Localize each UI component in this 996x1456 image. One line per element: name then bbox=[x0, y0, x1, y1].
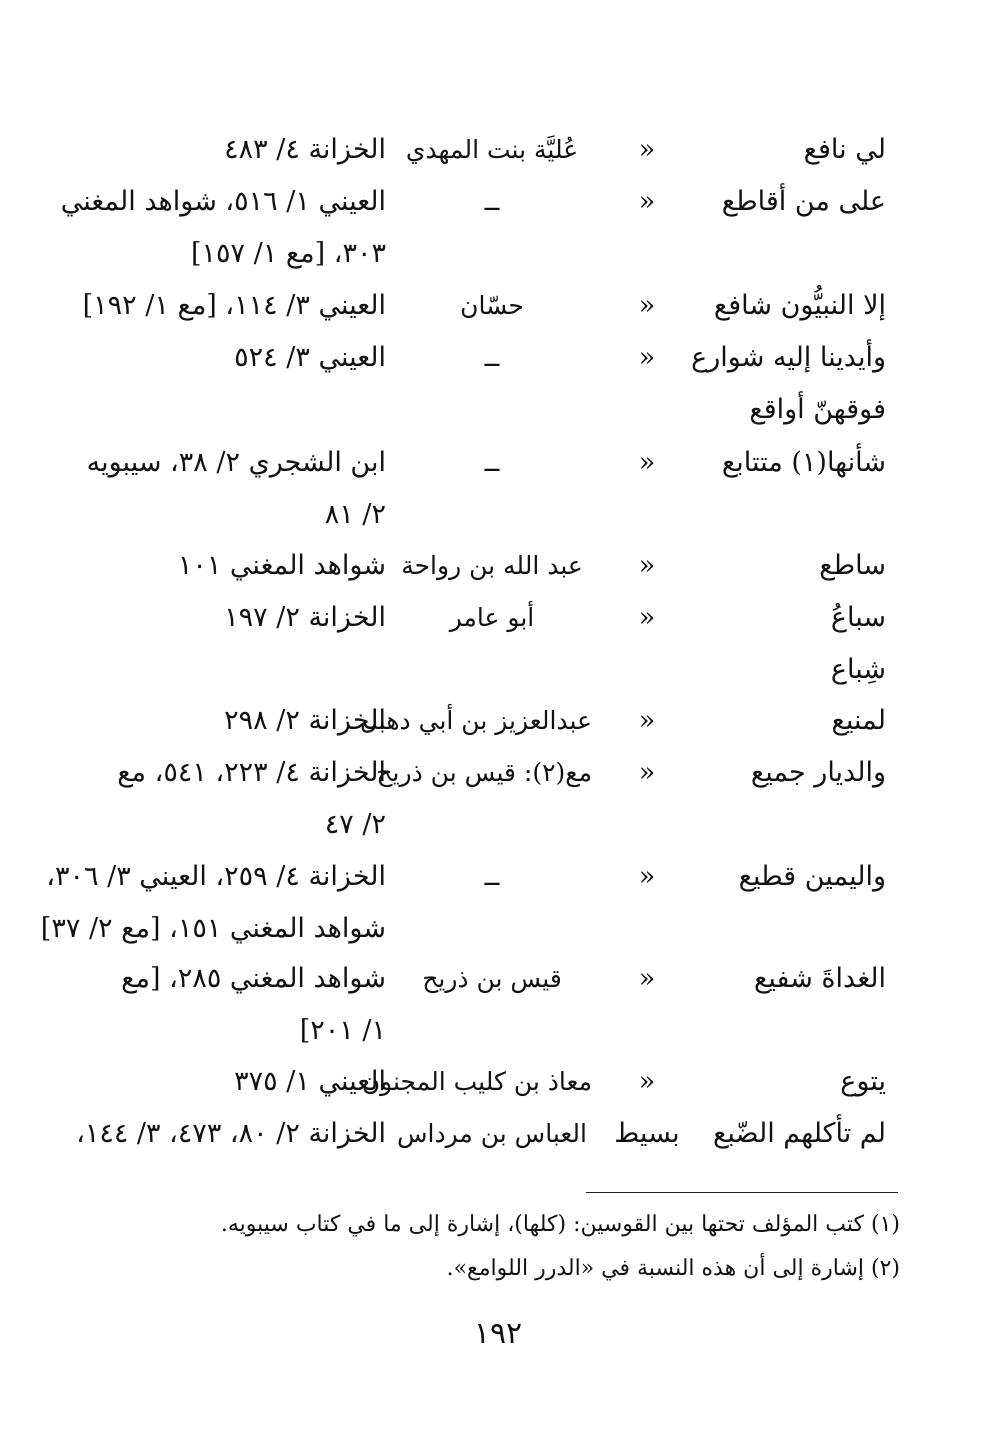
entry-source: العيني ١/ ٣٧٥ bbox=[234, 1066, 386, 1097]
entry-poet: معاذ بن كليب المجنون bbox=[361, 1067, 592, 1096]
entry-meter: « bbox=[638, 447, 656, 478]
entry-source: العيني ٣/ ٥٢٤ bbox=[234, 342, 386, 373]
entry-source-continued: ٢/ ٤٧ bbox=[324, 809, 386, 840]
entry-meter: « bbox=[638, 134, 656, 165]
entry-word: ساطع bbox=[819, 550, 886, 581]
entry-meter: « bbox=[638, 757, 656, 788]
entry-poet: حسّان bbox=[460, 291, 524, 320]
entry-poet: أبو عامر bbox=[449, 603, 535, 632]
entry-continuation bbox=[0, 903, 996, 955]
entry-word: واليمين قطيع bbox=[738, 861, 886, 892]
entry-word: يتوع bbox=[840, 1066, 886, 1097]
entry-row bbox=[0, 280, 996, 332]
entry-meter: « bbox=[638, 290, 656, 321]
entry-source-continued: شواهد المغني ١٥١، [مع ٢/ ٣٧] bbox=[40, 913, 386, 944]
page-number: ١٩٢ bbox=[473, 1316, 523, 1351]
entry-word: شأنها(١) متتابع bbox=[721, 447, 886, 478]
entry-poet: ــ bbox=[484, 343, 500, 372]
entry-source: العيني ١/ ٥١٦، شواهد المغني bbox=[60, 186, 386, 217]
entry-poet: قيس بن ذريح bbox=[422, 964, 562, 993]
entry-source-continued: ١/ ٢٠١] bbox=[299, 1015, 386, 1046]
entry-row bbox=[0, 747, 996, 799]
entry-source: الخزانة ٢/ ٢٩٨ bbox=[224, 705, 386, 736]
entry-meter: « bbox=[638, 602, 656, 633]
entry-meter: « bbox=[638, 186, 656, 217]
entry-word: الغداةَ شفيع bbox=[754, 963, 886, 994]
entry-row bbox=[0, 540, 996, 592]
entry-row bbox=[0, 176, 996, 228]
entry-continuation bbox=[0, 489, 996, 541]
entry-row bbox=[0, 124, 996, 176]
entry-source: العيني ٣/ ١١٤، [مع ١/ ١٩٢] bbox=[82, 290, 386, 321]
entry-poet: مع(٢): قيس بن ذريح bbox=[376, 758, 592, 787]
entry-word: على من أقاطع bbox=[721, 186, 886, 217]
entry-source-continued: ٣٠٣، [مع ١/ ١٥٧] bbox=[190, 238, 386, 269]
entry-meter: « bbox=[638, 342, 656, 373]
entry-poet: عبدالعزيز بن أبي دهبل bbox=[359, 706, 592, 735]
entry-continuation bbox=[0, 228, 996, 280]
entry-source: الخزانة ٤/ ٢٢٣، ٥٤١، مع bbox=[117, 757, 386, 788]
entry-meter: « bbox=[638, 963, 656, 994]
entry-poet: عُليَّة بنت المهدي bbox=[405, 135, 579, 164]
entry-word: والديار جميع bbox=[750, 757, 886, 788]
entry-row bbox=[0, 851, 996, 903]
entry-meter: « bbox=[638, 550, 656, 581]
entry-meter: بسيط bbox=[614, 1118, 680, 1149]
entry-word: شِباع bbox=[830, 654, 886, 685]
entry-row bbox=[0, 644, 996, 696]
entry-poet: ــ bbox=[484, 862, 500, 891]
footnote-divider bbox=[586, 1192, 898, 1193]
entry-word: لي نافع bbox=[803, 134, 886, 165]
entry-row bbox=[0, 953, 996, 1005]
entry-row bbox=[0, 1108, 996, 1160]
entry-word: سباعُ bbox=[830, 602, 886, 633]
entry-word: لمنيع bbox=[831, 705, 886, 736]
entry-poet: ــ bbox=[484, 187, 500, 216]
entry-continuation bbox=[0, 799, 996, 851]
entry-poet: ــ bbox=[484, 448, 500, 477]
entry-row bbox=[0, 437, 996, 489]
entry-source: شواهد المغني ٢٨٥، [مع bbox=[121, 963, 386, 994]
entry-source: ابن الشجري ٢/ ٣٨، سيبويه bbox=[86, 447, 386, 478]
entry-source: الخزانة ٤/ ٤٨٣ bbox=[224, 134, 386, 165]
entry-meter: « bbox=[638, 705, 656, 736]
entry-row bbox=[0, 1056, 996, 1108]
entry-poet: عبد الله بن رواحة bbox=[401, 551, 583, 580]
entry-source: شواهد المغني ١٠١ bbox=[177, 550, 386, 581]
footnote-2: (٢) إشارة إلى أن هذه النسبة في «الدرر اللوامع». bbox=[446, 1256, 900, 1281]
entry-meter: « bbox=[638, 1066, 656, 1097]
entry-source-continued: ٢/ ٨١ bbox=[324, 499, 386, 530]
entry-word: لم تأكلهم الضّبع bbox=[713, 1118, 886, 1149]
entry-word: وأيدينا إليه شوارع bbox=[691, 342, 886, 373]
entry-poet: العباس بن مرداس bbox=[397, 1119, 587, 1148]
entry-word: فوقهنّ أواقع bbox=[749, 394, 886, 425]
entry-row bbox=[0, 592, 996, 644]
entry-source: الخزانة ٢/ ١٩٧ bbox=[224, 602, 386, 633]
entry-row bbox=[0, 332, 996, 384]
entry-meter: « bbox=[638, 861, 656, 892]
entry-word: إلا النبيُّون شافع bbox=[713, 290, 886, 321]
footnote-1: (١) كتب المؤلف تحتها بين القوسين: (كلها)، إشارة إلى ما في كتاب سيبويه. bbox=[220, 1212, 900, 1237]
entry-continuation bbox=[0, 1005, 996, 1057]
entry-source: الخزانة ٢/ ٨٠، ٤٧٣، ٣/ ١٤٤، bbox=[76, 1118, 386, 1149]
entry-row bbox=[0, 695, 996, 747]
entry-row bbox=[0, 384, 996, 436]
entry-source: الخزانة ٤/ ٢٥٩، العيني ٣/ ٣٠٦، bbox=[46, 861, 386, 892]
